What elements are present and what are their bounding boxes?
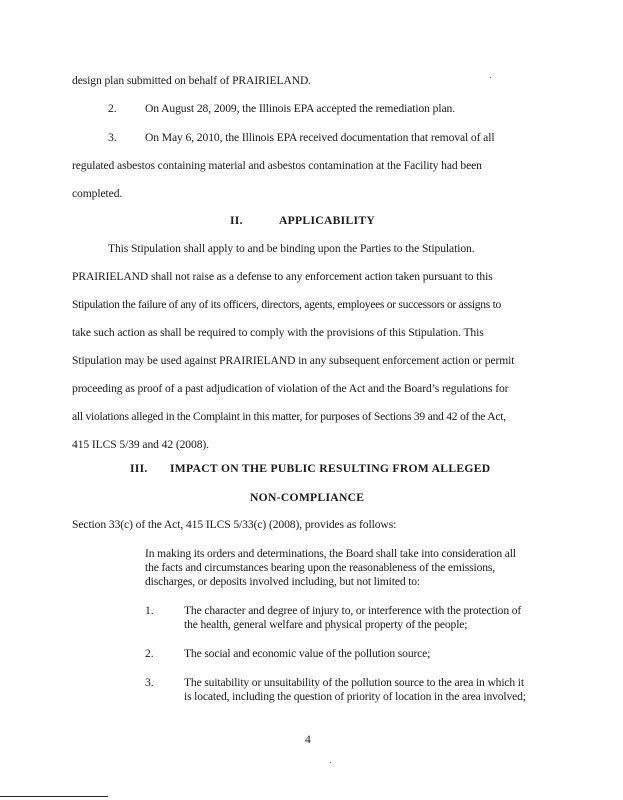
section-2-line-7: all violations alleged in the Complaint in this matter, for purposes of Sections 39 and 42 of the Act, — [72, 410, 506, 423]
section-2-heading: APPLICABILITY — [279, 214, 376, 227]
quote-item-2-line-1: The social and economic value of the pollution source; — [184, 647, 431, 660]
section-2-line-8: 415 ILCS 5/39 and 42 (2008). — [72, 438, 209, 451]
footnote-rule — [0, 796, 108, 797]
section-3-intro: Section 33(c) of the Act, 415 ILCS 5/33(c) (2008), provides as follows: — [72, 518, 397, 531]
quote-item-2-number: 2. — [145, 647, 154, 660]
section-2-number: II. — [230, 214, 243, 227]
quote-item-1-line-1: The character and degree of injury to, or interference with the protection of — [184, 604, 522, 617]
scan-speck — [330, 762, 331, 763]
paragraph-number-3: 3. — [108, 131, 117, 144]
section-2-line-3: Stipulation the failure of any of its officers, directors, agents, employees or successors or assigns to — [72, 298, 502, 311]
page-number: 4 — [305, 733, 311, 746]
scan-speck — [490, 77, 491, 78]
paragraph-number-2: 2. — [108, 102, 117, 115]
section-3-heading-line-1: IMPACT ON THE PUBLIC RESULTING FROM ALLEGED — [170, 462, 491, 475]
quote-item-3-line-1: The suitability or unsuitability of the pollution source to the area in which it — [184, 676, 524, 689]
quote-item-3-number: 3. — [145, 676, 154, 689]
section-2-line-1: This Stipulation shall apply to and be binding upon the Parties to the Stipulation. — [108, 242, 475, 255]
quote-line-2: the facts and circumstances bearing upon the reasonableness of the emissions, — [145, 561, 495, 574]
quote-item-1-line-2: the health, general welfare and physical property of the people; — [184, 618, 468, 631]
section-2-line-6: proceeding as proof of a past adjudication of violation of the Act and the Board’s regulations for — [72, 382, 509, 395]
section-3-heading-line-2: NON-COMPLIANCE — [250, 491, 365, 504]
quote-item-1-number: 1. — [145, 604, 154, 617]
section-2-line-2: PRAIRIELAND shall not raise as a defense to any enforcement action taken pursuant to this — [72, 270, 493, 283]
quote-line-3: discharges, or deposits involved including, but not limited to: — [145, 575, 420, 588]
paragraph-3-text-line-1: On May 6, 2010, the Illinois EPA received documentation that removal of all — [145, 131, 495, 144]
paragraph-3-text-line-2: regulated asbestos containing material and asbestos contamination at the Facility had been — [72, 159, 482, 172]
section-3-number: III. — [130, 462, 148, 475]
paragraph-2-text: On August 28, 2009, the Illinois EPA accepted the remediation plan. — [145, 102, 456, 115]
quote-line-1: In making its orders and determinations, the Board shall take into consideration all — [145, 547, 516, 560]
section-2-line-5: Stipulation may be used against PRAIRIELAND in any subsequent enforcement action or permit — [72, 354, 515, 367]
body-line-1: design plan submitted on behalf of PRAIRIELAND. — [72, 74, 312, 87]
section-2-line-4: take such action as shall be required to comply with the provisions of this Stipulation. This — [72, 326, 484, 339]
paragraph-3-text-line-3: completed. — [72, 187, 123, 200]
quote-item-3-line-2: is located, including the question of priority of location in the area involved; — [184, 690, 526, 703]
